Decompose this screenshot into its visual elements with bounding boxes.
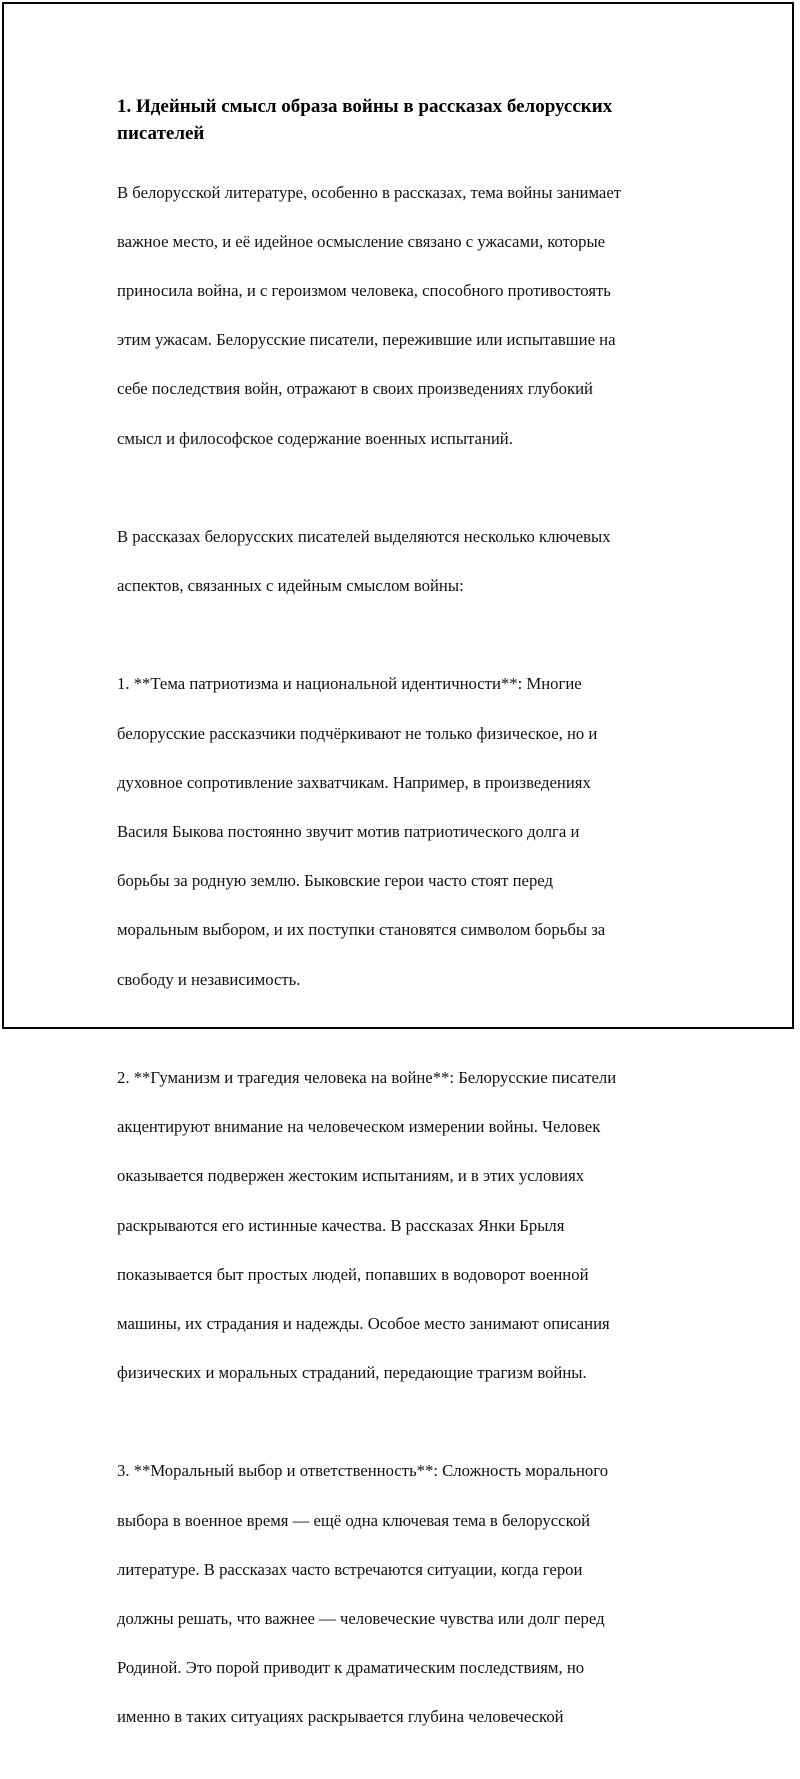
text-line: свободу и независимость. — [117, 969, 301, 989]
text-line: белорусские рассказчики подчёркивают не только физическое, но и — [117, 723, 598, 743]
paragraph-aspects-intro — [117, 500, 689, 623]
text-line: 3. **Моральный выбор и ответственность**: Сложность морального — [117, 1461, 609, 1481]
paragraph-aspect-1 — [117, 648, 689, 1017]
paragraph-intro — [117, 156, 689, 476]
text-line: показывается быт простых людей, попавших в водоворот военной — [117, 1264, 589, 1284]
text-line: машины, их страдания и надежды. Особое место занимают описания — [117, 1313, 610, 1333]
text-line: Родиной. Это порой приводит к драматическим последствиям, но — [117, 1658, 585, 1678]
text-line: оказывается подвержен жестоким испытаниям, и в этих условиях — [117, 1166, 585, 1186]
text-line: раскрываются его истинные качества. В рассказах Янки Брыля — [117, 1215, 565, 1235]
text-line: этим ужасам. Белорусские писатели, пережившие или испытавшие на — [117, 330, 616, 350]
text-line: аспектов, связанных с идейным смыслом войны: — [117, 576, 464, 596]
paragraph-aspect-3 — [117, 1435, 689, 1755]
text-line: 2. **Гуманизм и трагедия человека на войне**: Белорусские писатели — [117, 1067, 617, 1087]
text-line: В рассказах белорусских писателей выделяются несколько ключевых — [117, 526, 611, 546]
text-line: выбора в военное время — ещё одна ключевая тема в белорусской — [117, 1510, 591, 1530]
text-line: акцентируют внимание на человеческом измерении войны. Человек — [117, 1117, 601, 1137]
text-line: именно в таких ситуациях раскрывается глубина человеческой — [117, 1707, 564, 1727]
text-line: 1. **Тема патриотизма и национальной идентичности**: Многие — [117, 674, 582, 694]
text-line: борьбы за родную землю. Быковские герои часто стоят перед — [117, 871, 553, 891]
text-line: моральным выбором, и их поступки становятся символом борьбы за — [117, 920, 606, 940]
text-line: физических и моральных страданий, передающие трагизм войны. — [117, 1363, 587, 1383]
paragraph-aspect-2 — [117, 1041, 689, 1410]
text-line: В белорусской литературе, особенно в рассказах, тема войны занимает — [117, 182, 622, 202]
text-line: должны решать, что важнее — человеческие чувства или долг перед — [117, 1609, 605, 1629]
text-line: себе последствия войн, отражают в своих произведениях глубокий — [117, 379, 593, 399]
document-body — [117, 93, 689, 1779]
text-line: важное место, и её идейное осмысление связано с ужасами, которые — [117, 231, 606, 251]
text-line: литературе. В рассказах часто встречаются ситуации, когда герои — [117, 1559, 583, 1579]
text-line: приносила война, и с героизмом человека, способного противостоять — [117, 280, 611, 300]
text-line: Василя Быкова постоянно звучит мотив патриотического долга и — [117, 822, 580, 842]
text-line: духовное сопротивление захватчикам. Например, в произведениях — [117, 772, 591, 792]
text-line: смысл и философское содержание военных испытаний. — [117, 428, 513, 448]
heading-line: писателей — [117, 123, 205, 144]
heading-line: 1. Идейный смысл образа войны в рассказах белорусских — [117, 96, 613, 117]
section-heading — [117, 93, 689, 147]
